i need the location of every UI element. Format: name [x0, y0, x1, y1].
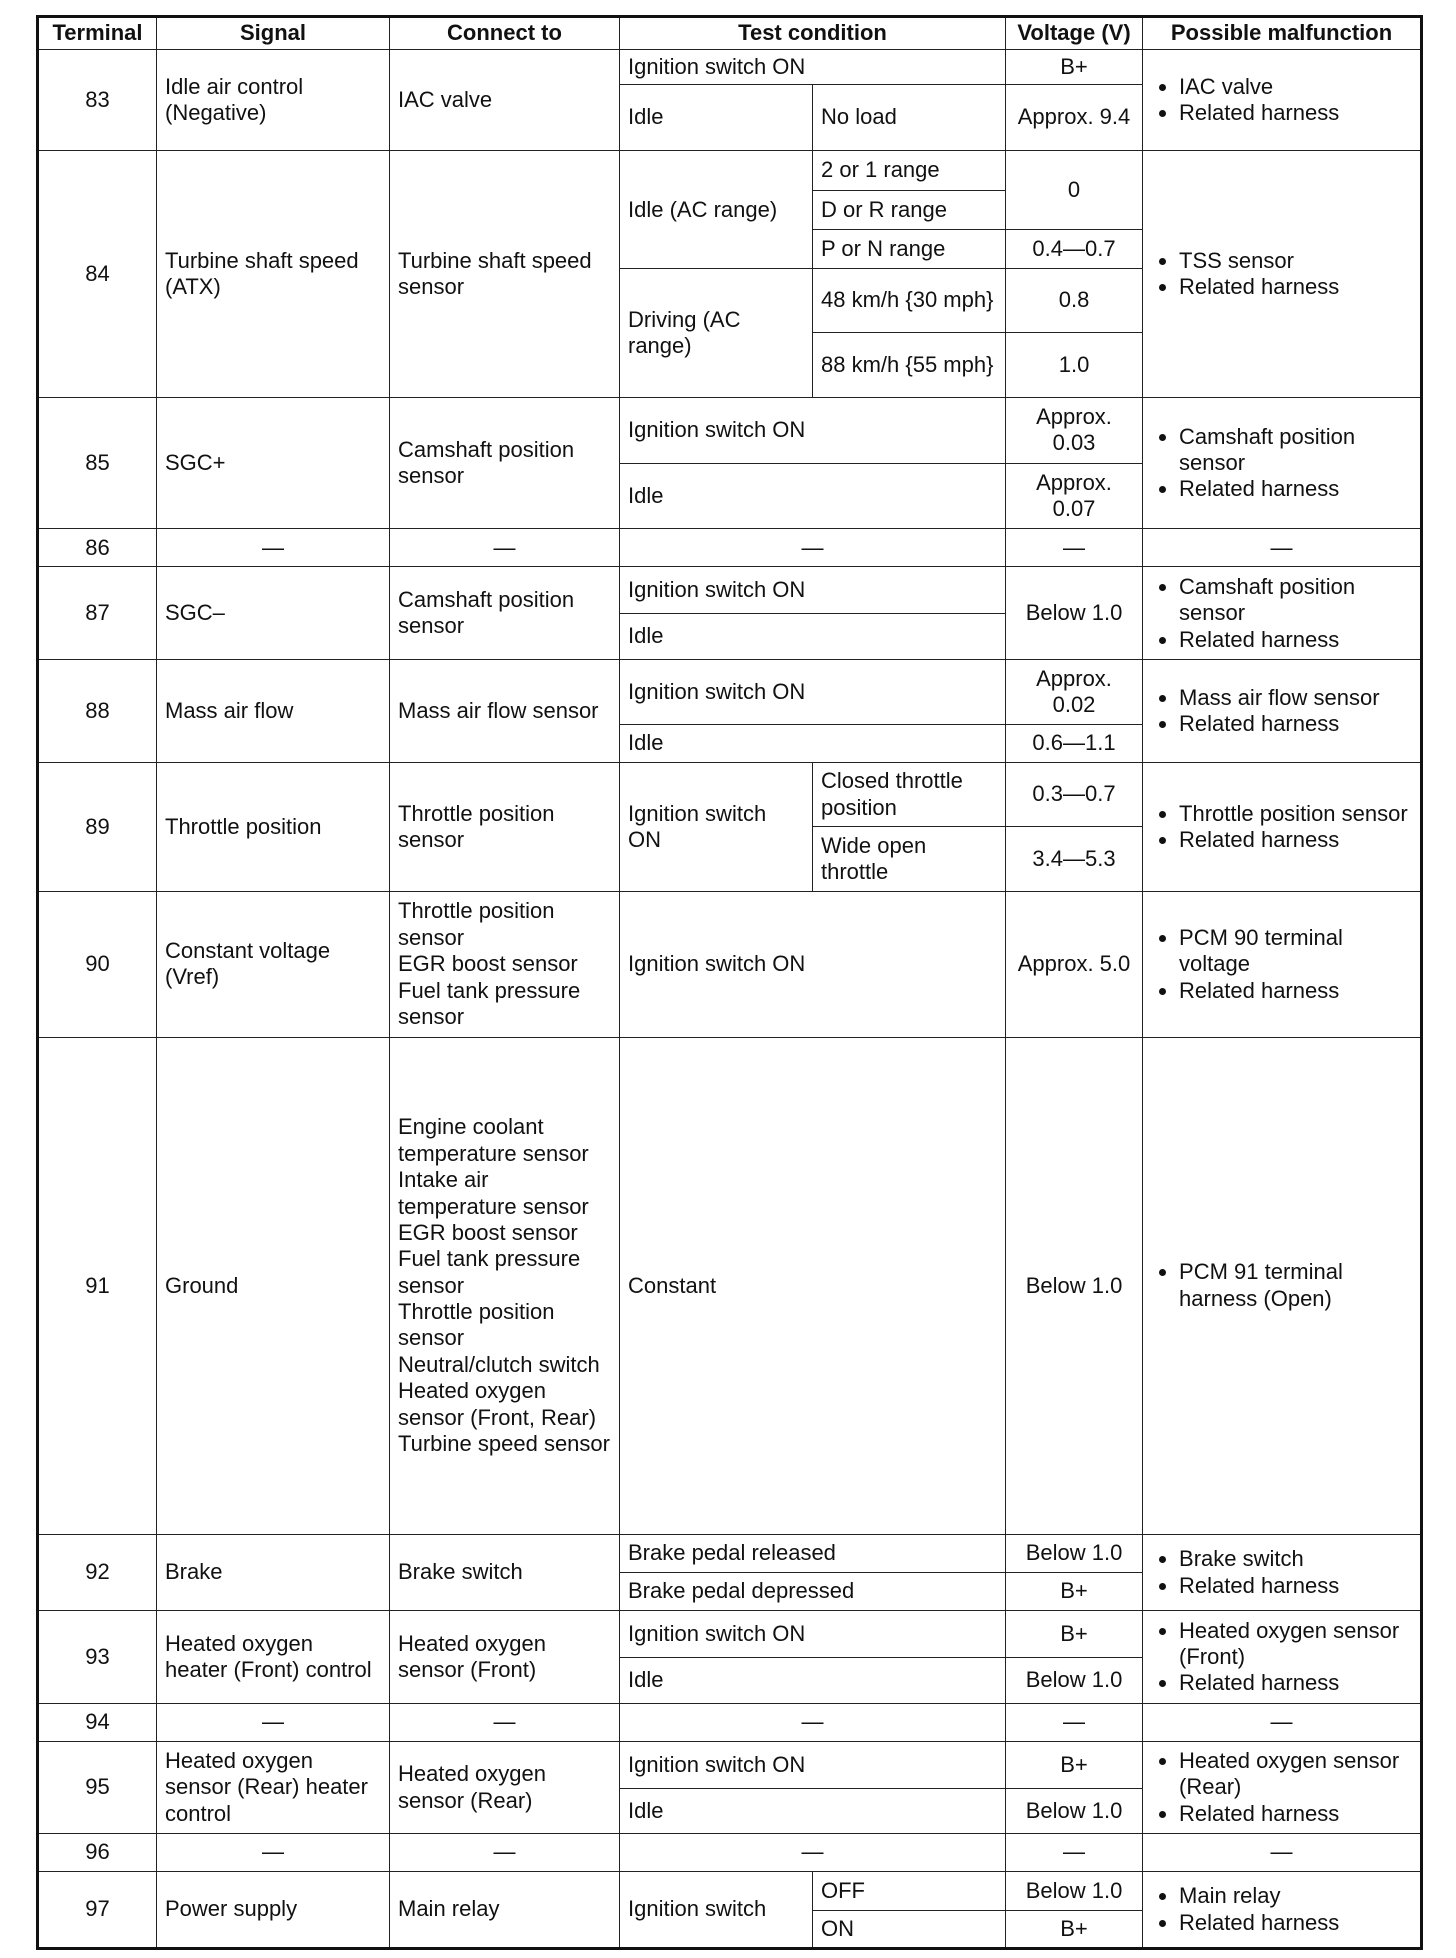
malfunction-list: [1151, 248, 1412, 301]
pcm-terminal-table: [36, 15, 1423, 1950]
signal-cell: Ground: [157, 1038, 390, 1535]
condition-cell: Ignition switch ON: [620, 762, 813, 891]
table-row: [38, 398, 1422, 463]
signal-cell: SGC+: [157, 398, 390, 529]
table-row: [38, 1833, 1422, 1871]
condition-cell: Idle: [620, 613, 1006, 659]
voltage-cell: B+: [1006, 1910, 1143, 1948]
malfunction-list: [1151, 801, 1412, 854]
malfunction-item: • Related harness: [1179, 1670, 1412, 1696]
malfunction-item: • Related harness: [1179, 476, 1412, 502]
condition-cell: 48 km/h {30 mph}: [813, 269, 1006, 332]
table-row: [38, 1872, 1422, 1910]
connect-cell: —: [390, 1833, 620, 1871]
condition-cell: Closed throttle position: [813, 762, 1006, 826]
condition-cell: P or N range: [813, 229, 1006, 268]
voltage-cell: Below 1.0: [1006, 567, 1143, 660]
condition-cell: Wide open throttle: [813, 827, 1006, 891]
voltage-cell: 0.6—1.1: [1006, 724, 1143, 762]
malfunction-item: • Related harness: [1179, 978, 1412, 1004]
connect-line: Heated oxygen sensor (Front, Rear): [398, 1378, 597, 1430]
malfunction-cell: [1143, 151, 1422, 398]
malfunction-item: • Heated oxygen sensor (Front): [1179, 1618, 1412, 1671]
connect-cell: —: [390, 529, 620, 567]
voltage-cell: 0.8: [1006, 269, 1143, 332]
condition-cell: Brake pedal released: [620, 1534, 1006, 1572]
malfunction-cell: —: [1143, 1833, 1422, 1871]
malfunction-cell: [1143, 1611, 1422, 1704]
signal-cell: —: [157, 1833, 390, 1871]
terminal-cell: 95: [38, 1742, 157, 1834]
header-terminal: Terminal: [38, 17, 157, 50]
connect-line: Neutral/clutch switch: [398, 1351, 600, 1377]
condition-cell: —: [620, 1833, 1006, 1871]
terminal-cell: 91: [38, 1038, 157, 1535]
header-possible-malfunction: Possible malfunction: [1143, 17, 1422, 50]
malfunction-cell: [1143, 891, 1422, 1037]
voltage-cell: Approx. 9.4: [1006, 84, 1143, 151]
connect-cell: Camshaft position sensor: [390, 398, 620, 529]
connect-line: Fuel tank pressure sensor: [398, 977, 581, 1030]
connect-line: EGR boost sensor: [398, 951, 578, 977]
voltage-cell: Below 1.0: [1006, 1534, 1143, 1572]
condition-cell: Ignition switch ON: [620, 567, 1006, 613]
terminal-cell: 85: [38, 398, 157, 529]
malfunction-item: • Related harness: [1179, 100, 1412, 126]
voltage-cell: 0: [1006, 151, 1143, 230]
terminal-cell: 96: [38, 1833, 157, 1871]
condition-cell: Idle: [620, 84, 813, 151]
malfunction-cell: [1143, 49, 1422, 151]
signal-cell: —: [157, 1704, 390, 1742]
malfunction-list: [1151, 925, 1412, 1004]
condition-cell: Idle: [620, 463, 1006, 528]
table-row: [38, 567, 1422, 613]
connect-cell: Throttle position sensor: [390, 762, 620, 891]
malfunction-cell: [1143, 660, 1422, 763]
table-row: [38, 891, 1422, 1037]
malfunction-list: [1151, 1259, 1412, 1312]
malfunction-item: • Related harness: [1179, 1573, 1412, 1599]
malfunction-item: • PCM 91 terminal harness (Open): [1179, 1259, 1412, 1312]
connect-cell: Brake switch: [390, 1534, 620, 1611]
malfunction-cell: [1143, 762, 1422, 891]
table-row: [38, 1611, 1422, 1657]
header-signal: Signal: [157, 17, 390, 50]
table-row: [38, 1742, 1422, 1788]
malfunction-item: • Related harness: [1179, 627, 1412, 653]
malfunction-cell: [1143, 1872, 1422, 1949]
voltage-cell: —: [1006, 1704, 1143, 1742]
header-row: [38, 17, 1422, 50]
malfunction-item: • Related harness: [1179, 711, 1412, 737]
condition-cell: Idle: [620, 1657, 1006, 1703]
terminal-cell: 87: [38, 567, 157, 660]
voltage-cell: 1.0: [1006, 332, 1143, 397]
connect-line: EGR boost sensor: [398, 1219, 578, 1245]
signal-cell: SGC–: [157, 567, 390, 660]
terminal-cell: 88: [38, 660, 157, 763]
malfunction-item: • Mass air flow sensor: [1179, 685, 1412, 711]
malfunction-cell: [1143, 1038, 1422, 1535]
malfunction-item: • Heated oxygen sensor (Rear): [1179, 1748, 1412, 1801]
terminal-cell: 90: [38, 891, 157, 1037]
condition-cell: Ignition switch ON: [620, 660, 1006, 724]
voltage-cell: B+: [1006, 1742, 1143, 1788]
connect-line: Engine coolant temperature sensor: [398, 1114, 589, 1166]
condition-cell: Ignition switch ON: [620, 398, 1006, 463]
condition-cell: 2 or 1 range: [813, 151, 1006, 190]
voltage-cell: B+: [1006, 49, 1143, 84]
malfunction-item: • Related harness: [1179, 1910, 1412, 1936]
malfunction-cell: [1143, 1742, 1422, 1834]
signal-cell: Brake: [157, 1534, 390, 1611]
malfunction-list: [1151, 1618, 1412, 1697]
condition-cell: D or R range: [813, 190, 1006, 229]
table-row: [38, 1704, 1422, 1742]
condition-cell: Ignition switch: [620, 1872, 813, 1949]
condition-cell: Idle (AC range): [620, 151, 813, 269]
malfunction-list: [1151, 574, 1412, 653]
malfunction-cell: [1143, 567, 1422, 660]
condition-cell: Idle: [620, 724, 1006, 762]
malfunction-cell: [1143, 1534, 1422, 1611]
malfunction-item: • Related harness: [1179, 274, 1412, 300]
connect-cell: [390, 891, 620, 1037]
condition-cell: OFF: [813, 1872, 1006, 1910]
condition-cell: —: [620, 1704, 1006, 1742]
signal-cell: Idle air control (Negative): [157, 49, 390, 151]
malfunction-list: [1151, 1546, 1412, 1599]
voltage-cell: Below 1.0: [1006, 1657, 1143, 1703]
condition-cell: No load: [813, 84, 1006, 151]
malfunction-item: • Main relay: [1179, 1883, 1412, 1909]
terminal-cell: 94: [38, 1704, 157, 1742]
header-connect-to: Connect to: [390, 17, 620, 50]
connect-line: Throttle position sensor: [398, 1299, 555, 1351]
malfunction-item: • Related harness: [1179, 827, 1412, 853]
condition-cell: Ignition switch ON: [620, 49, 1006, 84]
condition-cell: Ignition switch ON: [620, 1611, 1006, 1657]
connect-cell: [390, 1038, 620, 1535]
connect-cell: Heated oxygen sensor (Rear): [390, 1742, 620, 1834]
signal-cell: Turbine shaft speed (ATX): [157, 151, 390, 398]
signal-cell: Heated oxygen heater (Front) control: [157, 1611, 390, 1704]
condition-cell: Brake pedal depressed: [620, 1573, 1006, 1611]
condition-cell: Constant: [620, 1038, 1006, 1535]
terminal-cell: 83: [38, 49, 157, 151]
table-row: [38, 660, 1422, 724]
malfunction-item: • Camshaft position sensor: [1179, 424, 1412, 477]
voltage-cell: B+: [1006, 1611, 1143, 1657]
signal-cell: Throttle position: [157, 762, 390, 891]
table-row: [38, 1534, 1422, 1572]
signal-cell: —: [157, 529, 390, 567]
table-row: [38, 1038, 1422, 1535]
condition-cell: ON: [813, 1910, 1006, 1948]
malfunction-item: • Brake switch: [1179, 1546, 1412, 1572]
connect-cell: Heated oxygen sensor (Front): [390, 1611, 620, 1704]
malfunction-cell: —: [1143, 529, 1422, 567]
signal-cell: Constant voltage (Vref): [157, 891, 390, 1037]
terminal-cell: 84: [38, 151, 157, 398]
voltage-cell: Below 1.0: [1006, 1872, 1143, 1910]
malfunction-item: • PCM 90 terminal voltage: [1179, 925, 1412, 978]
malfunction-list: [1151, 74, 1412, 127]
terminal-cell: 92: [38, 1534, 157, 1611]
header-test-condition: Test condition: [620, 17, 1006, 50]
voltage-cell: Below 1.0: [1006, 1038, 1143, 1535]
connect-line: Fuel tank pressure sensor: [398, 1246, 581, 1298]
voltage-cell: Below 1.0: [1006, 1788, 1143, 1833]
voltage-cell: Approx. 0.03: [1006, 398, 1143, 463]
connect-cell: Camshaft position sensor: [390, 567, 620, 660]
terminal-cell: 97: [38, 1872, 157, 1949]
signal-cell: Mass air flow: [157, 660, 390, 763]
malfunction-list: [1151, 1883, 1412, 1936]
malfunction-list: [1151, 424, 1412, 503]
condition-cell: Idle: [620, 1788, 1006, 1833]
voltage-cell: Approx. 5.0: [1006, 891, 1143, 1037]
voltage-cell: —: [1006, 1833, 1143, 1871]
condition-cell: —: [620, 529, 1006, 567]
malfunction-cell: —: [1143, 1704, 1422, 1742]
signal-cell: Heated oxygen sensor (Rear) heater control: [157, 1742, 390, 1834]
voltage-cell: B+: [1006, 1573, 1143, 1611]
connect-cell: Turbine shaft speed sensor: [390, 151, 620, 398]
voltage-cell: —: [1006, 529, 1143, 567]
table-row: [38, 151, 1422, 190]
signal-cell: Power supply: [157, 1872, 390, 1949]
connect-cell: Mass air flow sensor: [390, 660, 620, 763]
voltage-cell: 3.4—5.3: [1006, 827, 1143, 891]
connect-line: Throttle position sensor: [398, 898, 555, 950]
connect-line: Turbine speed sensor: [398, 1431, 610, 1457]
voltage-cell: Approx. 0.02: [1006, 660, 1143, 724]
voltage-cell: 0.4—0.7: [1006, 229, 1143, 268]
malfunction-cell: [1143, 398, 1422, 529]
terminal-cell: 89: [38, 762, 157, 891]
table-row: [38, 49, 1422, 84]
voltage-cell: Approx. 0.07: [1006, 463, 1143, 528]
condition-cell: Ignition switch ON: [620, 1742, 1006, 1788]
terminal-cell: 86: [38, 529, 157, 567]
header-voltage: Voltage (V): [1006, 17, 1143, 50]
terminal-cell: 93: [38, 1611, 157, 1704]
connect-cell: IAC valve: [390, 49, 620, 151]
condition-cell: 88 km/h {55 mph}: [813, 332, 1006, 397]
table-row: [38, 529, 1422, 567]
malfunction-item: • Camshaft position sensor: [1179, 574, 1412, 627]
voltage-cell: 0.3—0.7: [1006, 762, 1143, 826]
connect-cell: Main relay: [390, 1872, 620, 1949]
malfunction-list: [1151, 685, 1412, 738]
malfunction-list: [1151, 1748, 1412, 1827]
table-row: [38, 762, 1422, 826]
malfunction-item: • Related harness: [1179, 1801, 1412, 1827]
connect-line: Intake air temperature sensor: [398, 1167, 589, 1219]
malfunction-item: • TSS sensor: [1179, 248, 1412, 274]
condition-cell: Ignition switch ON: [620, 891, 1006, 1037]
malfunction-item: • IAC valve: [1179, 74, 1412, 100]
condition-cell: Driving (AC range): [620, 269, 813, 398]
connect-cell: —: [390, 1704, 620, 1742]
malfunction-item: • Throttle position sensor: [1179, 801, 1412, 827]
